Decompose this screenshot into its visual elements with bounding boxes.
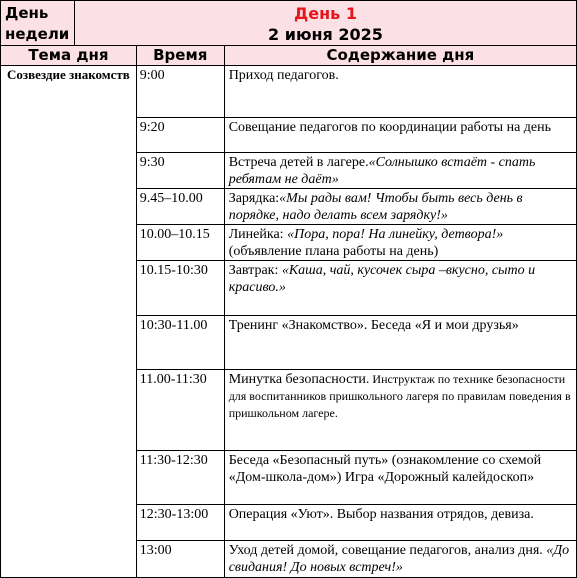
row-content: Беседа «Безопасный путь» (ознакомление со схемой «Дом-школа-дом») Игра «Дорожный калейдоскоп» [224, 451, 576, 505]
column-header-time: Время [136, 46, 224, 66]
row-content: Совещание педагогов по координации работы на день [224, 118, 576, 153]
day-theme: Созвездие знакомств [1, 66, 137, 578]
row-content: Приход педагогов. [224, 66, 576, 118]
day-number: День 1 [294, 4, 357, 23]
weekday-label [1, 1, 75, 46]
weekday-label-line1: День [5, 4, 49, 22]
row-content: Операция «Уют». Выбор названия отрядов, девиза. [224, 505, 576, 541]
row-content: Тренинг «Знакомство». Беседа «Я и мои друзья» [224, 316, 576, 370]
day-heading [74, 1, 576, 46]
row-content: Зарядка:«Мы рады вам! Чтобы быть весь день в порядке, надо делать всем зарядку!» [224, 189, 576, 225]
row-time: 9:00 [136, 66, 224, 118]
row-time: 11.00-11:30 [136, 370, 224, 451]
row-content: Встреча детей в лагере.«Солнышко встаёт - спать ребятам не даёт» [224, 153, 576, 189]
row-time: 10:30-11.00 [136, 316, 224, 370]
column-header-content: Содержание дня [224, 46, 576, 66]
weekday-label-line2: недели [5, 25, 70, 43]
row-time: 9:30 [136, 153, 224, 189]
row-content: Завтрак: «Каша, чай, кусочек сыра –вкусно, сыто и красиво.» [224, 261, 576, 316]
row-time: 13:00 [136, 541, 224, 578]
row-time: 9:20 [136, 118, 224, 153]
row-time: 12:30-13:00 [136, 505, 224, 541]
table-row [1, 66, 577, 118]
row-time: 10.15-10:30 [136, 261, 224, 316]
row-content: Уход детей домой, совещание педагогов, анализ дня. «До свидания! До новых встреч!» [224, 541, 576, 578]
column-header-theme: Тема дня [1, 46, 137, 66]
day-date: 2 июня 2025 [268, 25, 383, 44]
row-time: 9.45–10.00 [136, 189, 224, 225]
row-content: Минутка безопасности. Инструктаж по технике безопасности для воспитанников пришкольного лагеря по правилам поведения в пришкольном лагере. [224, 370, 576, 451]
row-time: 11:30-12:30 [136, 451, 224, 505]
row-content: Линейка: «Пора, пора! На линейку, детвора!» (объявление плана работы на день) [224, 225, 576, 261]
row-time: 10.00–10.15 [136, 225, 224, 261]
